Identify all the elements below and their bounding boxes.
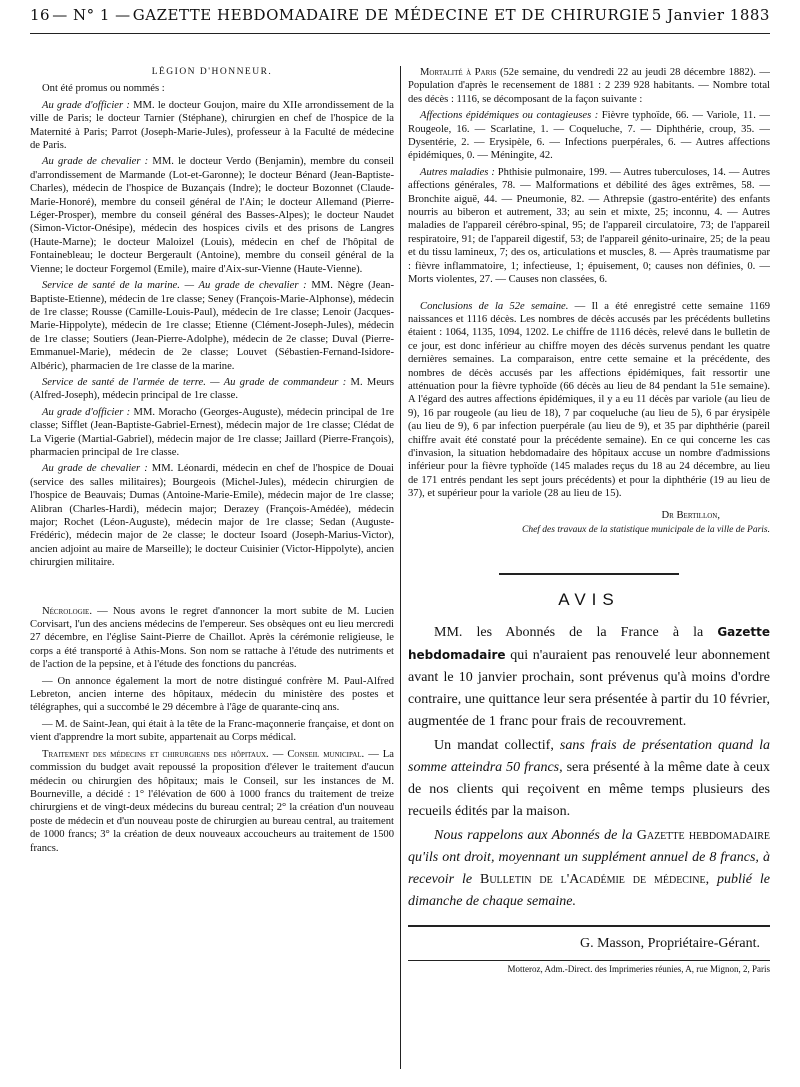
- armee-officier-paragraph: [30, 406, 394, 460]
- avis-p3-bulletin: Bulletin de l'Académie de médecine,: [479, 871, 710, 887]
- avis-p3-e: publié le dimanche de chaque semaine.: [408, 871, 770, 909]
- armee-label: Service de santé de l'armée de terre. — Au grade de commandeur :: [42, 376, 347, 388]
- issue-date: 5 Janvier 1883: [651, 6, 770, 24]
- armee-text: M. Meurs (Alfred-Joseph), médecin principal de 1re classe.: [30, 376, 394, 402]
- officier-label: Au grade d'officier :: [42, 99, 130, 111]
- necrologie-saint-jean: — M. de Saint-Jean, qui était à la tête de la Franc-maçonnerie française, et dont on vient d'apprendre la mort subite, appartenait au Corps médical.: [30, 718, 394, 744]
- armee-officier-text: MM. Moracho (Georges-Auguste), médecin principal de 1re classe; Sifflet (Jean-Baptiste-Gabriel-Ernest), médecin major de 1re classe; Clédat de La Vigerie (Martial-Gabriel), médecin major de 1re classe; Jaillard (Pierre-François), pharmacien principal de 1re classe.: [30, 406, 394, 458]
- epidemiques-label: Affections épidémiques ou contagieuses :: [420, 110, 599, 122]
- right-column: [408, 66, 770, 1069]
- avis-p2-c: sera présenté à la même date à ceux de nos clients qui reçoivent en même temps plusieurs des recueils édités par la maison.: [408, 759, 770, 819]
- armee-officier-label: Au grade d'officier :: [42, 406, 131, 418]
- mortalite-text: (52e semaine, du vendredi 22 au jeudi 28 décembre 1882). — Population d'après le recensement de 1881 : 2 239 928 habitants. — Nombre total des décès : 1116, se décomposant de la façon suivante :: [408, 67, 770, 105]
- left-column: [30, 66, 394, 1069]
- bertillon-signature: Dr Bertillon,: [661, 509, 720, 521]
- spacer: [408, 290, 770, 300]
- header-rule: [30, 33, 770, 34]
- closing-rule: [408, 925, 770, 927]
- section-separator: [499, 573, 679, 575]
- journal-title: GAZETTE HEBDOMADAIRE DE MÉDECINE ET DE CHIRURGIE: [132, 6, 650, 24]
- avis-p3-gazette: Gazette hebdomadaire: [636, 827, 770, 843]
- necrologie-label: Nécrologie.: [42, 605, 92, 617]
- marine-paragraph: [30, 279, 394, 373]
- traitement-paragraph: [30, 748, 394, 855]
- avis-p1-gazette: Gazette hebdomadaire: [408, 624, 770, 662]
- necrologie-paragraph: [30, 605, 394, 672]
- traitement-text: — La commission du budget avait repoussé la proposition d'élever le traitement d'aucun médecin ou chirurgien des hôpitaux; mais le Conseil, sur les instances de M. Bourneville, a décidé : 1° l'élévation de 600 à 1000 francs du traitement de treize chirurgiens et de vingt-deux médecins du bureau central; 2° la création d'un nouveau poste de médecin et d'un nouveau poste de chirurgien au bureau central, au traitement de 1000 francs; 3° la création de deux nouveaux accoucheurs au traitement de 1500 francs.: [30, 748, 394, 854]
- mortalite-label: Mortalité à Paris: [420, 67, 497, 78]
- masson-signature: G. Masson, Propriétaire-Gérant.: [579, 935, 760, 951]
- epidemiques-paragraph: [408, 109, 770, 163]
- epidemiques-text: Fièvre typhoïde, 66. — Variole, 11. — Rougeole, 16. — Scarlatine, 1. — Coqueluche, 7. — Diphthérie, croup, 35. — Dysentérie, 2. — Erysipèle, 6. — Infections puerpérales, 6. — Autres affections épidémiques, 0. — Méningite, 42.: [408, 110, 770, 162]
- printer-line: Motteroz, Adm.-Direct. des Imprimeries réunies, A, rue Mignon, 2, Paris: [408, 960, 770, 976]
- avis-p2-b: sans frais de présentation quand la somme atteindra 50 francs,: [408, 737, 770, 775]
- avis-p3-c: qu'ils ont droit, moyennant un supplément annuel de 8 francs, à recevoir le: [408, 849, 770, 887]
- bertillon-title: Chef des travaux de la statistique municipale de la ville de Paris.: [521, 525, 770, 535]
- autres-text: Phthisie pulmonaire, 199. — Autres tuberculoses, 14. — Autres affections générales, 78. — Malformations et débilité des âges extrêmes, 58. — Bronchite aiguë, 44. — Pneumonie, 82. — Athrepsie (gastro-entérite) des enfants nourris au biberon et autrement, 33; au sein et mixte, 25; inconnu, 4. — Autres maladies de l'appareil cérébro-spinal, 95; de l'appareil circulatoire, 73; de l'appareil respiratoire, 91; de l'appareil digestif, 53; de l'appareil génito-urinaire, 25; de la peau et du tissu lamineux, 7; des os, articulations et muscles, 8. — Après traumatisme par : fièvre inflammatoire, 1; infectieuse, 1; épuisement, 0; causes non définies, 0. — Morts violentes, 27. — Causes non classées, 6.: [408, 166, 770, 286]
- armee-chevalier-label: Au grade de chevalier :: [42, 463, 148, 475]
- spacer: [30, 573, 394, 605]
- avis-paragraph-2: [408, 735, 770, 823]
- column-divider: [400, 66, 401, 1069]
- marine-label: Service de santé de la marine. — Au grade de chevalier :: [42, 280, 307, 292]
- avis-p1-a: MM. les Abonnés de la France à la: [434, 624, 718, 640]
- armee-paragraph: [30, 376, 394, 403]
- necrologie-lebreton: — On annonce également la mort de notre distingué confrère M. Paul-Alfred Lebreton, ancien interne des hôpitaux, médecin du ministère des postes et télégraphes, qui a succombé le 29 décembre à l'âge de quarante-cinq ans.: [30, 675, 394, 714]
- issue-number: — N° 1 —: [52, 6, 131, 24]
- page-header: [30, 6, 770, 32]
- officier-paragraph: [30, 99, 394, 153]
- chevalier-label: Au grade de chevalier :: [42, 156, 149, 168]
- armee-chevalier-text: MM. Léonardi, médecin en chef de l'hospice de Douai (service des salles militaires); Bourgeois (Michel-Jules), médecin chirurgien de l'hospice de Beauvais; Dumas (Antoine-Marie-Emile), médecin major de 1re classe; Alibran (Charles-Hardi), médecin major; Derazey (François-Amédée), médecin major; Rochet (Léon-Auguste), médecin major de 1re classe; Sedan (Auguste-Frédéric), médecin major de 2e classe; le docteur Isoard (Joseph-Marius-Victor), ancien adjoint au maire de Marseille); le docteur Cuisinier (Victor-Hippolyte), ancien chirurgien militaire.: [30, 463, 394, 569]
- autres-paragraph: [408, 166, 770, 287]
- autres-label: Autres maladies :: [420, 166, 495, 178]
- conclusions-text: — Il a été enregistré cette semaine 1169 naissances et 1116 décès. Les nombres de décès accusés par les précédents bulletins étaient : 1064, 1135, 1094, 1202. Le chiffre de 1116 décès, relevé dans le bulletin de ce jour, est donc inférieur au chiffre moyen des décès survenus pendant les quatre dernières semaines. La comparaison, entre cette semaine et la précédente, des nombres de décès accusés par les affections épidémiques, fait ressortir une atténuation pour la fièvre typhoïde (66 décès au lieu de 84 pendant la 51e semaine). A l'égard des autres affections épidémiques, il y a eu 11 décès par variole (au lieu de 9), 16 par rougeole (au lieu de 18), 7 par coqueluche (au lieu de 5), 6 par érysipèle (au lieu de 9), 6 par infection puerpérale (au lieu de 9), et 35 par diphthérie (pareil chiffre avait été constaté pour la précédente semaine). En ce qui concerne les cas d'invasion, la situation hebdomadaire des hôpitaux accuse un nombre d'admissions inférieur pour la fièvre typhoïde (145 malades reçus du 18 au 24 décembre, au lieu de 171 entrés pendant les sept jours précédents) et pour la diphthérie (19 au lieu de 37), et supérieur pour la variole (28 au lieu de 15).: [408, 300, 770, 500]
- avis-p2-a: Un mandat collectif,: [434, 737, 560, 753]
- chevalier-text: MM. le docteur Verdo (Benjamin), membre du conseil d'arrondissement de Marmande (Lot-et-Garonne); le docteur Bénard (Jean-Baptiste-Charles), médecin de l'hospice de Buzançais (Indre); le docteur Bozonnet (Claude-Marie-Honoré), membre du conseil général de l'Ain; le docteur Allemand (Pierre-Léger-Prosper), membre du conseil général des Basses-Alpes); le docteur Naudet (Simon-Victor-Onésipe), médecin des hospices civils et des prisons de Langres (Haute-Marne); le docteur Maloizel (Louis), médecin en chef de l'hôpital de Fontainebleau; le docteur Bergerault (Antoine), membre du conseil général de la Vienne; le docteur Forgemol (Emile), maire d'Aix-sur-Vienne (Haute-Vienne).: [30, 156, 394, 275]
- chevalier-paragraph: [30, 155, 394, 276]
- traitement-label: Traitement des médecins et chirurgiens des hôpitaux. — Conseil municipal.: [42, 748, 365, 760]
- promoted-intro: Ont été promus ou nommés :: [42, 83, 165, 95]
- avis-title: AVIS: [558, 590, 620, 610]
- avis-paragraph-3: [408, 825, 770, 913]
- avis-paragraph-1: [408, 621, 770, 733]
- avis-p3-a: Nous rappelons aux Abonnés de la: [434, 827, 637, 843]
- necrologie-text: — Nous avons le regret d'annoncer la mort subite de M. Lucien Corvisart, l'un des anciens médecins de l'empereur. Ses obsèques ont eu lieu mercredi 27 décembre, en l'église Saint-Pierre de Chaillot. Après la cérémonie religieuse, le corps a été transporté à Athis-Mons. Son nom se rattache à l'étude des nutriments et de l'action de la pepsine, et à l'étude des fonctions du pancréas.: [30, 605, 394, 671]
- avis-p1-c: qui n'auraient pas renouvelé leur abonnement avant le 10 janvier prochain, sont prévenus qu'à moins d'ordre contraire, une quittance leur sera présentée à partir du 10 février, augmentée de 1 franc pour frais de recouvrement.: [408, 647, 770, 729]
- page-number: 16: [30, 6, 51, 24]
- avis-block: [408, 621, 770, 913]
- legion-title: LÉGION D'HONNEUR.: [151, 67, 273, 77]
- armee-chevalier-paragraph: [30, 462, 394, 569]
- officier-text: MM. le docteur Goujon, maire du XIIe arrondissement de la ville de Paris; le docteur Tarnier (Stéphane), chirurgien en chef de l'hospice de la Maternité à Paris; Parrot (Joseph-Marie-Jules), professeur à la Faculté de médecine de Paris.: [30, 99, 394, 152]
- conclusions-paragraph: [408, 300, 770, 501]
- marine-text: MM. Nègre (Jean-Baptiste-Etienne), médecin de 1re classe; Seney (François-Marie-Alphonse), médecin de 1re classe; Rousse (Camille-Louis-Paul), médecin de 1re classe; Lenoir (Jacques-Marie-Hippolyte), médecin de 1re classe; Etienne (Clément-Joseph-Jules), médecin de 1re classe; Soutiers (Jean-Pierre-Adolphe), médecin de 2e classe; Duval (Pierre-Emmanuel-Marie), médecin de 2e classe; Louvet (Sébastien-Fernand-Isidore-Albéric), pharmacien de 1re classe de la marine.: [30, 280, 394, 372]
- mortalite-paragraph: [408, 66, 770, 106]
- conclusions-label: Conclusions de la 52e semaine.: [420, 300, 569, 312]
